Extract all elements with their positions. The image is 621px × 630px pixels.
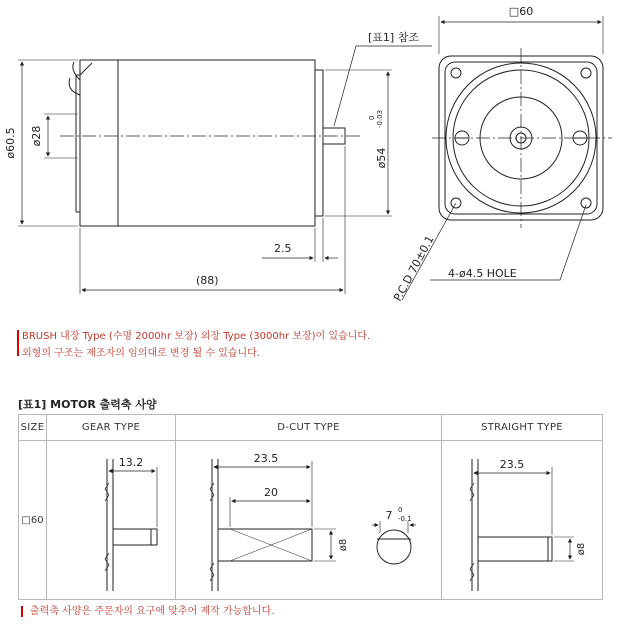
- dim-2-5: 2.5: [274, 242, 292, 255]
- footnote-text: 출력축 사양은 주문자의 요구에 맞추어 제작 가능합니다.: [30, 606, 275, 617]
- footnote-bar: [21, 606, 23, 617]
- dim-88: (88): [196, 274, 219, 287]
- dim-holes: 4-ø4.5 HOLE: [448, 267, 517, 280]
- dim-body-dia: ø60.5: [4, 127, 17, 159]
- header-dcut: D-CUT TYPE: [176, 415, 442, 441]
- dcut-width-label: 7: [385, 509, 393, 522]
- dim-note-ref: [표1] 참조: [368, 31, 419, 44]
- header-gear: GEAR TYPE: [47, 415, 176, 441]
- gear-shaft-drawing: [47, 441, 175, 599]
- dcut-cell: [176, 441, 442, 600]
- note-line-1: BRUSH 내장 Type (수명 2000hr 보장) 외장 Type (3000hr 보장)이 있습니다.: [22, 331, 371, 342]
- mount-hole: [451, 68, 461, 78]
- header-straight: STRAIGHT TYPE: [442, 415, 603, 441]
- dcut-shaft-drawing: [176, 441, 441, 599]
- note-bar: [17, 330, 19, 356]
- dim-54-dia: ø54: [375, 147, 388, 169]
- dim-28-dia: ø28: [30, 125, 43, 147]
- dcut-tol-lower: -0.1: [398, 515, 412, 523]
- dim-54-tol-upper: 0: [368, 115, 376, 120]
- mount-hole: [581, 198, 591, 208]
- dcut-total-label: 23.5: [253, 452, 279, 465]
- dcut-dia-label: ø8: [338, 538, 349, 552]
- motor-body-side: [80, 60, 315, 226]
- dcut-section: [377, 530, 411, 564]
- table-title: [표1] MOTOR 출력축 사양: [18, 398, 157, 411]
- straight-total-label: 23.5: [499, 458, 525, 471]
- motor-flange-side: [315, 70, 323, 216]
- straight-cell: [442, 441, 603, 600]
- shaft-spec-table: [18, 414, 603, 600]
- note-line-2: 외형의 구조는 제조자의 임의대로 변경 될 수 있습니다.: [22, 348, 260, 359]
- straight-dia-label: ø8: [576, 542, 587, 556]
- dcut-cut-label: 20: [264, 486, 278, 499]
- mount-hole: [581, 68, 591, 78]
- dim-54-tol-lower: -0.03: [376, 109, 384, 128]
- straight-shaft-drawing: [442, 441, 602, 599]
- size-cell: □60: [19, 441, 47, 600]
- header-size: SIZE: [19, 415, 47, 441]
- dcut-tol-upper: 0: [398, 506, 403, 514]
- gear-cell: [47, 441, 176, 600]
- dim-square: □60: [508, 5, 534, 18]
- dim-pcd: P.C.D 70±0.1: [391, 233, 437, 304]
- gear-len-label: 13.2: [118, 456, 144, 469]
